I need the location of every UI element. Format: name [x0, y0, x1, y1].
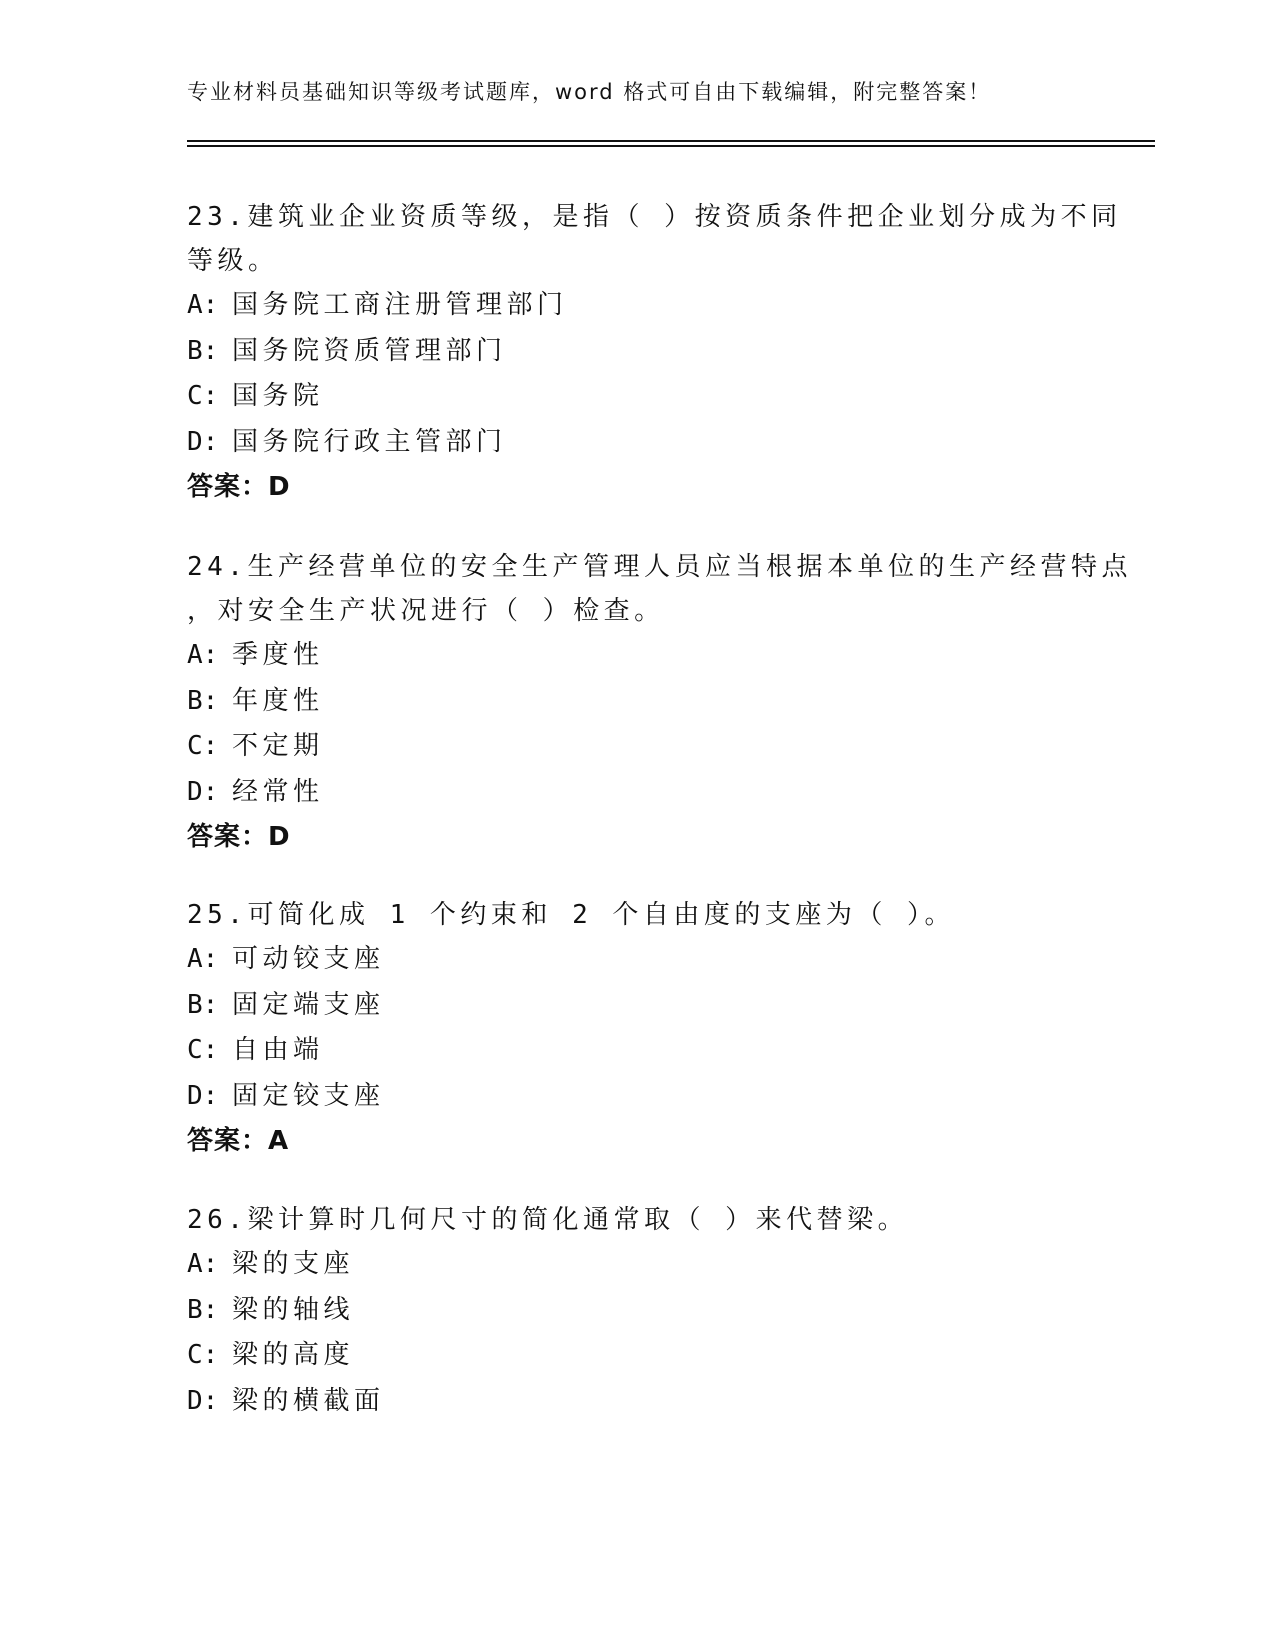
- option-key: C:: [187, 1340, 219, 1370]
- option-key: A:: [187, 290, 219, 320]
- option-key: B:: [187, 1294, 219, 1325]
- question-23: [187, 195, 1122, 510]
- option-text: 经常性: [232, 776, 324, 807]
- option-key: D:: [187, 1080, 219, 1111]
- option-text: 国务院工商注册管理部门: [232, 290, 568, 320]
- option-b: [187, 1288, 1087, 1334]
- option-text: 梁的横截面: [232, 1385, 385, 1416]
- option-a: [187, 633, 1087, 679]
- option-b: [187, 679, 1087, 725]
- question-stem-line: 等级。: [187, 246, 279, 276]
- option-key: C:: [187, 381, 219, 411]
- question-24: [187, 545, 1132, 860]
- question-26: [187, 1198, 1087, 1424]
- option-c: [187, 1028, 1087, 1074]
- question-stem-line: 23.建筑业企业资质等级，是指（ ）按资质条件把企业划分成为不同: [187, 202, 1122, 232]
- option-key: D:: [187, 776, 219, 807]
- question-stem-line: 24.生产经营单位的安全生产管理人员应当根据本单位的生产经营特点: [187, 552, 1132, 582]
- answer-line: 答案：D: [187, 472, 291, 502]
- option-key: C:: [187, 731, 219, 761]
- option-key: A:: [187, 944, 219, 974]
- option-text: 自由端: [232, 1035, 324, 1065]
- option-text: 可动铰支座: [232, 944, 385, 974]
- option-text: 国务院资质管理部门: [232, 335, 507, 366]
- option-text: 梁的高度: [232, 1340, 355, 1370]
- option-d: [187, 420, 1087, 466]
- option-d: [187, 1074, 1087, 1120]
- header-rule-top: [187, 140, 1155, 142]
- option-b: [187, 983, 1087, 1029]
- option-a: [187, 937, 1087, 983]
- option-key: D:: [187, 426, 219, 457]
- option-text: 国务院: [232, 381, 324, 411]
- option-a: [187, 1242, 1087, 1288]
- option-text: 固定铰支座: [232, 1080, 385, 1111]
- answer-line: 答案：A: [187, 1126, 290, 1156]
- option-d: [187, 1379, 1087, 1425]
- option-text: 梁的支座: [232, 1249, 355, 1279]
- option-text: 季度性: [232, 640, 324, 670]
- option-c: [187, 724, 1087, 770]
- option-text: 固定端支座: [232, 989, 385, 1020]
- answer-line: 答案：D: [187, 822, 291, 852]
- option-key: B:: [187, 685, 219, 716]
- option-b: [187, 329, 1087, 375]
- option-c: [187, 374, 1087, 420]
- option-key: D:: [187, 1385, 219, 1416]
- option-d: [187, 770, 1087, 816]
- question-stem-line: ，对安全生产状况进行（ ）检查。: [187, 596, 665, 626]
- question-stem-line: 26.梁计算时几何尺寸的简化通常取（ ）来代替梁。: [187, 1205, 909, 1235]
- question-stem-line: 25.可简化成 1 个约束和 2 个自由度的支座为（ ）。: [187, 900, 956, 930]
- option-c: [187, 1333, 1087, 1379]
- option-text: 年度性: [232, 685, 324, 716]
- option-key: A:: [187, 1249, 219, 1279]
- option-key: A:: [187, 640, 219, 670]
- question-25: [187, 893, 1087, 1164]
- header-text: 专业材料员基础知识等级考试题库，word 格式可自由下载编辑，附完整答案！: [187, 80, 992, 104]
- option-text: 不定期: [232, 731, 324, 761]
- option-key: B:: [187, 335, 219, 366]
- header-rule-bottom: [187, 145, 1155, 147]
- option-key: C:: [187, 1035, 219, 1065]
- option-text: 国务院行政主管部门: [232, 426, 507, 457]
- option-text: 梁的轴线: [232, 1294, 355, 1325]
- option-key: B:: [187, 989, 219, 1020]
- option-a: [187, 283, 1087, 329]
